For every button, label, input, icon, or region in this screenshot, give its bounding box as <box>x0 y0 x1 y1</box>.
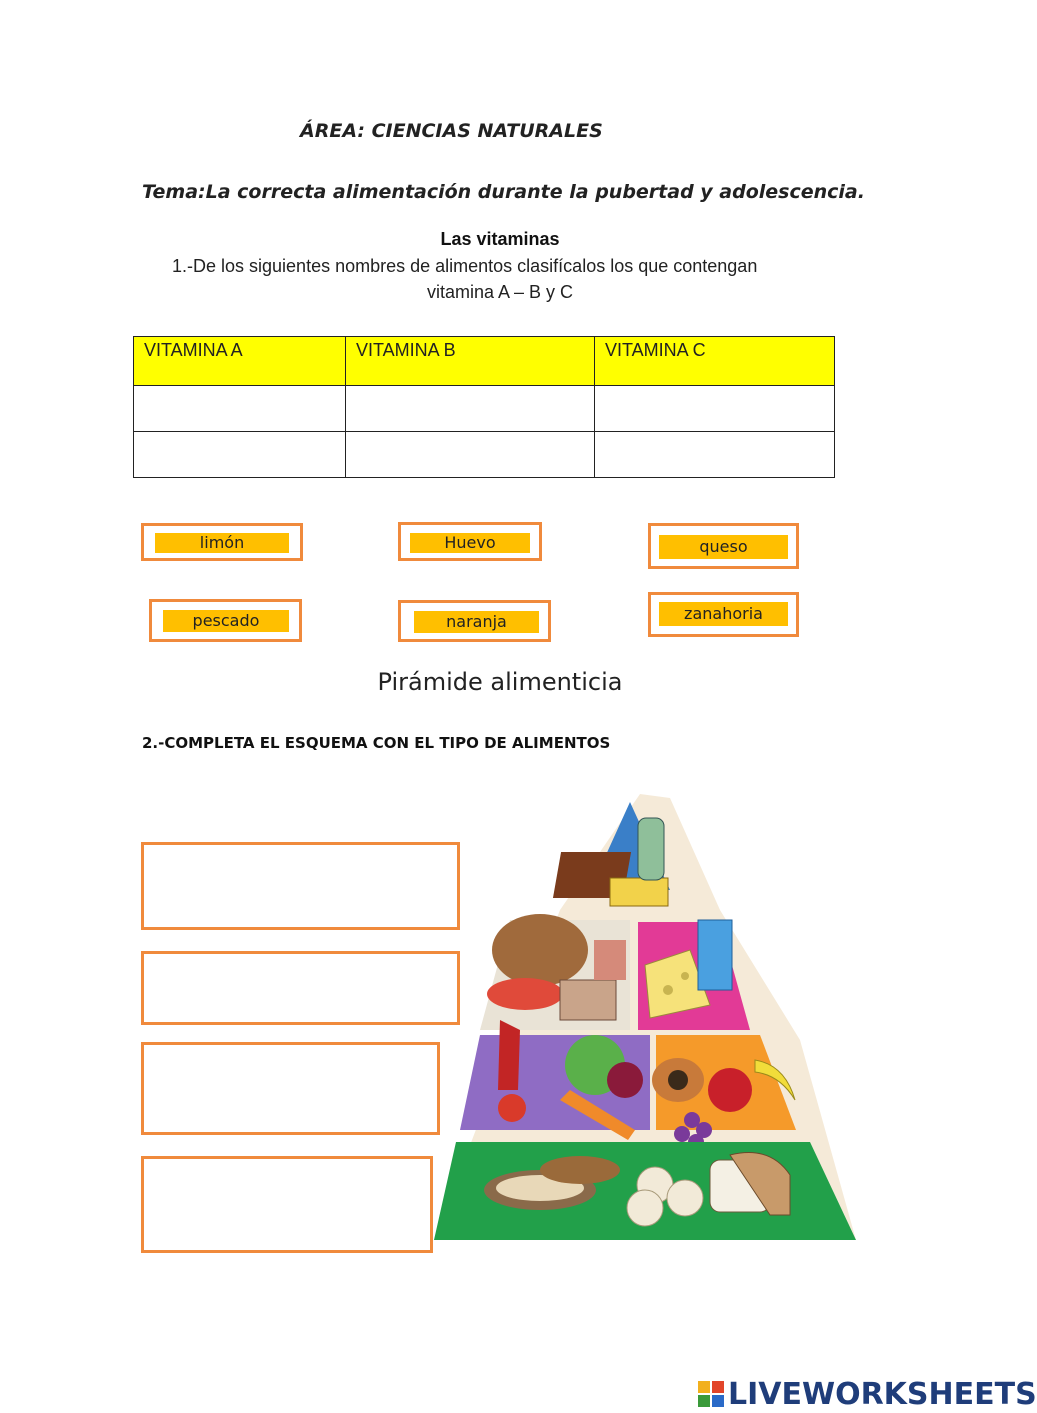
food-chip-naranja[interactable] <box>398 600 551 642</box>
food-chip-queso[interactable] <box>648 523 799 569</box>
liveworksheets-logo <box>698 1376 1037 1412</box>
drop-cell-b-1[interactable] <box>346 386 595 432</box>
table-header-row <box>134 337 835 386</box>
section-title-vitamins: Las vitaminas <box>440 229 560 249</box>
liveworksheets-logo-text: LIVEWORKSHEETS <box>728 1376 1037 1412</box>
header-vitamin-a: VITAMINA A <box>134 337 346 386</box>
topic-heading: Tema:La correcta alimentación durante la pubertad y adolescencia. <box>142 181 865 203</box>
answer-box-2[interactable] <box>141 951 460 1025</box>
table-row <box>134 386 835 432</box>
food-chip-label: naranja <box>414 611 539 633</box>
instruction-question-2: 2.-COMPLETA EL ESQUEMA CON EL TIPO DE ALIMENTOS <box>142 734 611 752</box>
drop-cell-c-2[interactable] <box>595 432 835 478</box>
drop-cell-c-1[interactable] <box>595 386 835 432</box>
food-chip-huevo[interactable] <box>398 522 542 561</box>
drop-cell-b-2[interactable] <box>346 432 595 478</box>
food-chip-zanahoria[interactable] <box>648 592 799 637</box>
drop-cell-a-1[interactable] <box>134 386 346 432</box>
header-vitamin-c: VITAMINA C <box>595 337 835 386</box>
food-chip-label: zanahoria <box>659 602 788 626</box>
liveworksheets-mark-icon <box>698 1381 724 1407</box>
food-chip-limon[interactable] <box>141 523 303 561</box>
food-chip-label: Huevo <box>410 533 530 553</box>
instruction-line-2: vitamina A – B y C <box>426 282 574 302</box>
food-chip-label: limón <box>155 533 289 553</box>
answer-box-1[interactable] <box>141 842 460 930</box>
area-heading: ÁREA: CIENCIAS NATURALES <box>300 120 603 142</box>
vitamin-table <box>133 336 835 478</box>
table-row <box>134 432 835 478</box>
header-vitamin-b: VITAMINA B <box>346 337 595 386</box>
answer-box-3[interactable] <box>141 1042 440 1135</box>
drop-cell-a-2[interactable] <box>134 432 346 478</box>
section-title-pyramid: Pirámide alimenticia <box>377 668 623 696</box>
instruction-line-1: 1.-De los siguientes nombres de alimentos clasifícalos los que contengan <box>172 256 758 276</box>
answer-box-4[interactable] <box>141 1156 433 1253</box>
food-chip-pescado[interactable] <box>149 599 302 642</box>
food-chip-label: pescado <box>163 610 289 632</box>
food-pyramid-image <box>420 790 860 1250</box>
food-chip-label: queso <box>659 535 788 559</box>
